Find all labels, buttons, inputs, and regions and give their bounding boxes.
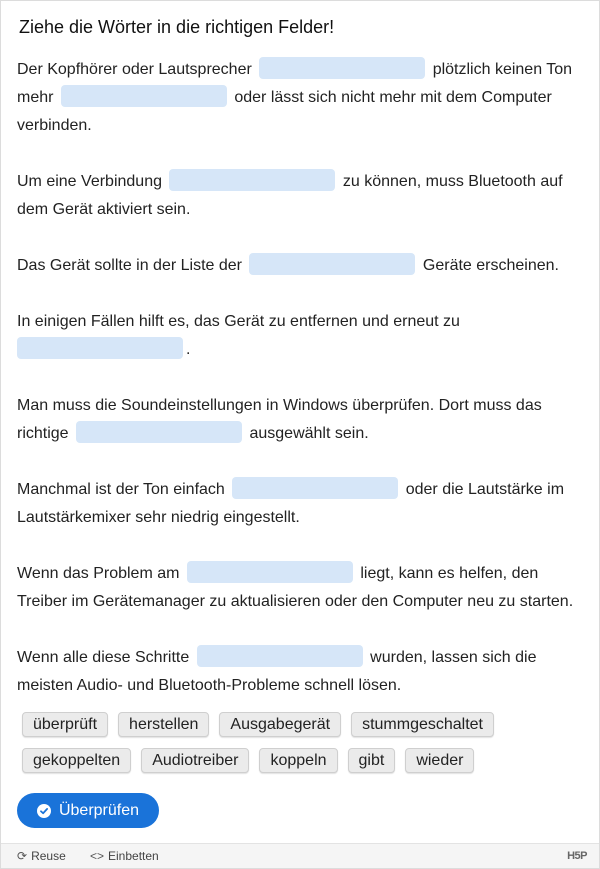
drop-zone-8[interactable] xyxy=(187,561,353,583)
sentence-text: wurden, lassen sich die meisten Audio- und Bluetooth-Probleme schnell lösen. xyxy=(17,649,537,694)
draggable-word[interactable]: gibt xyxy=(348,748,396,773)
check-button[interactable] xyxy=(17,793,159,828)
word-bank xyxy=(22,712,582,784)
footer-bar xyxy=(1,843,599,868)
draggable-word[interactable]: koppeln xyxy=(259,748,337,773)
drop-zone-9[interactable] xyxy=(197,645,363,667)
sentence-text: oder lässt sich nicht mehr mit dem Computer verbinden. xyxy=(17,89,552,134)
sentence-4 xyxy=(17,308,587,364)
sentence-text: Manchmal ist der Ton einfach xyxy=(17,481,225,498)
drop-zone-7[interactable] xyxy=(232,477,398,499)
draggable-word[interactable]: stummgeschaltet xyxy=(351,712,494,737)
drop-zone-6[interactable] xyxy=(76,421,242,443)
drop-zone-5[interactable] xyxy=(17,337,183,359)
check-button-label: Überprüfen xyxy=(58,801,140,819)
sentence-list xyxy=(17,56,587,728)
draggable-word[interactable]: gekoppelten xyxy=(22,748,131,773)
drop-zone-4[interactable] xyxy=(249,253,415,275)
drop-zone-3[interactable] xyxy=(169,169,335,191)
draggable-word[interactable]: wieder xyxy=(405,748,474,773)
word-bank-row xyxy=(22,712,582,737)
refresh-icon: ⟳ xyxy=(17,849,28,863)
sentence-text: . xyxy=(186,341,191,358)
sentence-3 xyxy=(17,252,587,280)
sentence-text: Geräte erscheinen. xyxy=(422,257,559,274)
sentence-7 xyxy=(17,560,587,616)
sentence-text: zu können, muss Bluetooth auf dem Gerät aktiviert sein. xyxy=(17,173,563,218)
reuse-button[interactable] xyxy=(17,849,66,863)
sentence-text: Man muss die Soundeinstellungen in Windows überprüfen. Dort muss das richtige xyxy=(17,397,542,442)
sentence-text: In einigen Fällen hilft es, das Gerät zu entfernen und erneut zu xyxy=(17,313,460,330)
code-icon: <> xyxy=(90,849,105,863)
sentence-text: Der Kopfhörer oder Lautsprecher xyxy=(17,61,252,78)
sentence-text: Um eine Verbindung xyxy=(17,173,162,190)
word-bank-row xyxy=(22,748,582,773)
drop-zone-2[interactable] xyxy=(61,85,227,107)
check-circle-icon xyxy=(37,804,51,818)
draggable-word[interactable]: überprüft xyxy=(22,712,108,737)
draggable-word[interactable]: herstellen xyxy=(118,712,209,737)
sentence-6 xyxy=(17,476,587,532)
sentence-text: plötzlich keinen Ton mehr xyxy=(17,61,573,106)
sentence-8 xyxy=(17,644,587,700)
task-title: Ziehe die Wörter in die richtigen Felder! xyxy=(19,17,335,37)
embed-label: Einbetten xyxy=(108,849,159,863)
drop-zone-1[interactable] xyxy=(259,57,425,79)
draggable-word[interactable]: Audiotreiber xyxy=(141,748,249,773)
sentence-text: oder die Lautstärke im Lautstärkemixer sehr niedrig eingestellt. xyxy=(17,481,565,526)
sentence-5 xyxy=(17,392,587,448)
draggable-word[interactable]: Ausgabegerät xyxy=(219,712,341,737)
sentence-2 xyxy=(17,168,587,224)
embed-button[interactable] xyxy=(90,849,159,863)
h5p-logo[interactable]: H5P xyxy=(567,850,587,862)
sentence-1 xyxy=(17,56,587,140)
sentence-text: Wenn alle diese Schritte xyxy=(17,649,190,666)
sentence-text: Wenn das Problem am xyxy=(17,565,180,582)
sentence-text: ausgewählt sein. xyxy=(249,425,369,442)
sentence-text: liegt, kann es helfen, den Treiber im Gerätemanager zu aktualisieren oder den Computer neu zu starten. xyxy=(17,565,574,610)
reuse-label: Reuse xyxy=(31,849,66,863)
sentence-text: Das Gerät sollte in der Liste der xyxy=(17,257,242,274)
